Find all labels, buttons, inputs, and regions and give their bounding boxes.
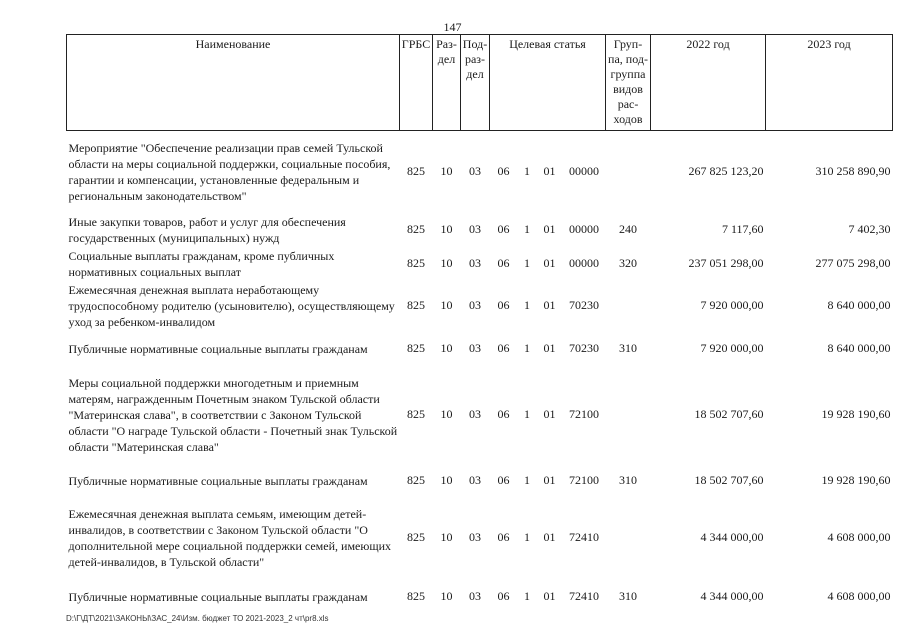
budget-table bbox=[66, 34, 893, 617]
header-target-article: Целевая статья bbox=[490, 35, 606, 131]
row-target-2: 1 bbox=[524, 298, 530, 312]
row-name: Ежемесячная денежная выплата неработающему трудоспособному родителю (усыновителю), осуществляющему уход за ребенком-инвалидом bbox=[68, 282, 395, 329]
row-target-4: 72410 bbox=[569, 530, 599, 544]
row-razdel: 10 bbox=[440, 407, 453, 421]
row-name: Социальные выплаты гражданам, кроме публичных нормативных социальных выплат bbox=[68, 248, 335, 279]
row-podrazdel: 03 bbox=[469, 298, 481, 312]
row-target-3: 01 bbox=[543, 298, 556, 312]
row-target-3: 01 bbox=[543, 341, 556, 355]
row-target-1: 06 bbox=[497, 222, 510, 236]
row-grbs: 825 bbox=[407, 589, 425, 603]
table-row bbox=[67, 213, 893, 247]
row-razdel: 10 bbox=[440, 298, 453, 312]
row-target-4: 72410 bbox=[569, 589, 599, 603]
table-row bbox=[67, 499, 893, 577]
row-group bbox=[606, 131, 651, 213]
row-2023: 19 928 190,60 bbox=[821, 407, 891, 421]
row-2023: 19 928 190,60 bbox=[821, 473, 891, 487]
row-2023: 4 608 000,00 bbox=[827, 589, 891, 603]
table-row bbox=[67, 367, 893, 463]
row-target-1: 06 bbox=[497, 256, 510, 270]
header-2022: 2022 год bbox=[651, 35, 766, 131]
row-2022: 4 344 000,00 bbox=[700, 589, 764, 603]
table-row bbox=[67, 131, 893, 213]
row-target-2: 1 bbox=[524, 589, 530, 603]
page-number: 147 bbox=[443, 20, 462, 34]
table-row bbox=[67, 577, 893, 617]
table-row bbox=[67, 331, 893, 367]
row-target-1: 06 bbox=[497, 341, 510, 355]
row-razdel: 10 bbox=[440, 222, 453, 236]
row-grbs: 825 bbox=[407, 164, 425, 179]
row-target-3: 01 bbox=[543, 164, 556, 179]
row-grbs: 825 bbox=[407, 341, 425, 355]
row-podrazdel: 03 bbox=[469, 407, 481, 421]
row-name: Публичные нормативные социальные выплаты гражданам bbox=[68, 473, 368, 488]
row-target-4: 00000 bbox=[569, 164, 599, 179]
row-2022: 4 344 000,00 bbox=[700, 530, 764, 544]
row-razdel: 10 bbox=[440, 530, 453, 544]
row-target-2: 1 bbox=[524, 473, 530, 487]
row-2023: 277 075 298,00 bbox=[815, 256, 891, 270]
row-name: Публичные нормативные социальные выплаты гражданам bbox=[68, 341, 368, 356]
row-name: Мероприятие "Обеспечение реализации прав семей Тульской области на меры социальной поддержки, социальные пособия, гарантии и компенсации, установленные федеральным и региональным законодательством" bbox=[68, 140, 391, 203]
row-group: 310 bbox=[619, 341, 638, 355]
row-target-3: 01 bbox=[543, 473, 556, 487]
header-2023: 2023 год bbox=[766, 35, 893, 131]
row-name: Меры социальной поддержки многодетным и приемным матерям, награжденным Почетным знаком Тульской области "Материнская слава", в соответствии с Законом Тульской области "О награде Тульской области - Почетный знак Тульской области "Материнская слава" bbox=[68, 375, 398, 454]
row-target-2: 1 bbox=[524, 256, 530, 270]
row-2023: 8 640 000,00 bbox=[827, 298, 891, 312]
row-group: 310 bbox=[619, 589, 638, 603]
header-razdel: Раз- дел bbox=[433, 35, 461, 131]
table-row bbox=[67, 281, 893, 331]
row-podrazdel: 03 bbox=[469, 341, 481, 355]
row-razdel: 10 bbox=[440, 341, 453, 355]
row-target-4: 00000 bbox=[569, 222, 599, 236]
row-name: Иные закупки товаров, работ и услуг для обеспечения государственных (муниципальных) нужд bbox=[68, 214, 346, 245]
row-2022: 7 117,60 bbox=[721, 222, 764, 236]
row-podrazdel: 03 bbox=[469, 530, 481, 544]
header-grbs: ГРБС bbox=[400, 35, 433, 131]
row-razdel: 10 bbox=[440, 256, 453, 270]
file-path-footer: D:\Г\ДТ\2021\ЗАКОНЫ\ЗАС_24\Изм. бюджет ТО 2021-2023_2 чт\pr8.xls bbox=[66, 614, 329, 623]
row-target-1: 06 bbox=[497, 530, 510, 544]
row-2023: 4 608 000,00 bbox=[827, 530, 891, 544]
header-expense-group: Груп- па, под- группа видов рас- ходов bbox=[606, 35, 651, 131]
header-name: Наименование bbox=[67, 35, 400, 131]
row-target-4: 72100 bbox=[569, 407, 599, 421]
row-2022: 18 502 707,60 bbox=[694, 473, 764, 487]
row-target-4: 00000 bbox=[569, 256, 599, 270]
row-target-2: 1 bbox=[524, 407, 530, 421]
row-2023: 8 640 000,00 bbox=[827, 341, 891, 355]
row-target-2: 1 bbox=[524, 222, 530, 236]
row-2023: 7 402,30 bbox=[848, 222, 891, 236]
row-podrazdel: 03 bbox=[469, 256, 481, 270]
row-2023: 310 258 890,90 bbox=[815, 164, 891, 179]
row-target-2: 1 bbox=[524, 530, 530, 544]
row-razdel: 10 bbox=[440, 164, 453, 179]
row-target-1: 06 bbox=[497, 298, 510, 312]
row-razdel: 10 bbox=[440, 589, 453, 603]
row-target-1: 06 bbox=[497, 589, 510, 603]
row-2022: 267 825 123,20 bbox=[688, 164, 764, 179]
row-group bbox=[606, 367, 651, 463]
row-name: Публичные нормативные социальные выплаты гражданам bbox=[68, 589, 368, 604]
row-grbs: 825 bbox=[407, 256, 425, 270]
row-2022: 237 051 298,00 bbox=[688, 256, 764, 270]
table-row bbox=[67, 247, 893, 281]
row-target-1: 06 bbox=[497, 407, 510, 421]
row-target-3: 01 bbox=[543, 222, 556, 236]
row-grbs: 825 bbox=[407, 222, 425, 236]
row-group bbox=[606, 281, 651, 331]
row-target-4: 70230 bbox=[569, 298, 599, 312]
row-grbs: 825 bbox=[407, 473, 425, 487]
row-target-2: 1 bbox=[524, 164, 530, 179]
row-target-1: 06 bbox=[497, 164, 510, 179]
row-grbs: 825 bbox=[407, 407, 425, 421]
row-target-3: 01 bbox=[543, 407, 556, 421]
table-header bbox=[67, 35, 893, 131]
row-target-2: 1 bbox=[524, 341, 530, 355]
row-2022: 7 920 000,00 bbox=[700, 298, 764, 312]
row-grbs: 825 bbox=[407, 298, 425, 312]
row-podrazdel: 03 bbox=[469, 589, 481, 603]
row-grbs: 825 bbox=[407, 530, 425, 544]
header-podrazdel: Под- раз- дел bbox=[461, 35, 490, 131]
row-group bbox=[606, 499, 651, 577]
row-target-3: 01 bbox=[543, 530, 556, 544]
row-group: 320 bbox=[619, 256, 638, 270]
row-2022: 18 502 707,60 bbox=[694, 407, 764, 421]
row-group: 240 bbox=[619, 222, 638, 236]
row-target-4: 70230 bbox=[569, 341, 599, 355]
row-target-3: 01 bbox=[543, 589, 556, 603]
row-podrazdel: 03 bbox=[469, 222, 481, 236]
row-podrazdel: 03 bbox=[469, 164, 481, 179]
table-row bbox=[67, 463, 893, 499]
row-2022: 7 920 000,00 bbox=[700, 341, 764, 355]
row-name: Ежемесячная денежная выплата семьям, имеющим детей-инвалидов, в соответствии с Законом Тульской области "О дополнительной мере социальной поддержки семей, имеющих детей-инвалидов, в Тульской области" bbox=[68, 506, 391, 569]
row-target-1: 06 bbox=[497, 473, 510, 487]
row-razdel: 10 bbox=[440, 473, 453, 487]
row-podrazdel: 03 bbox=[469, 473, 481, 487]
row-target-3: 01 bbox=[543, 256, 556, 270]
row-target-4: 72100 bbox=[569, 473, 599, 487]
row-group: 310 bbox=[619, 473, 638, 487]
